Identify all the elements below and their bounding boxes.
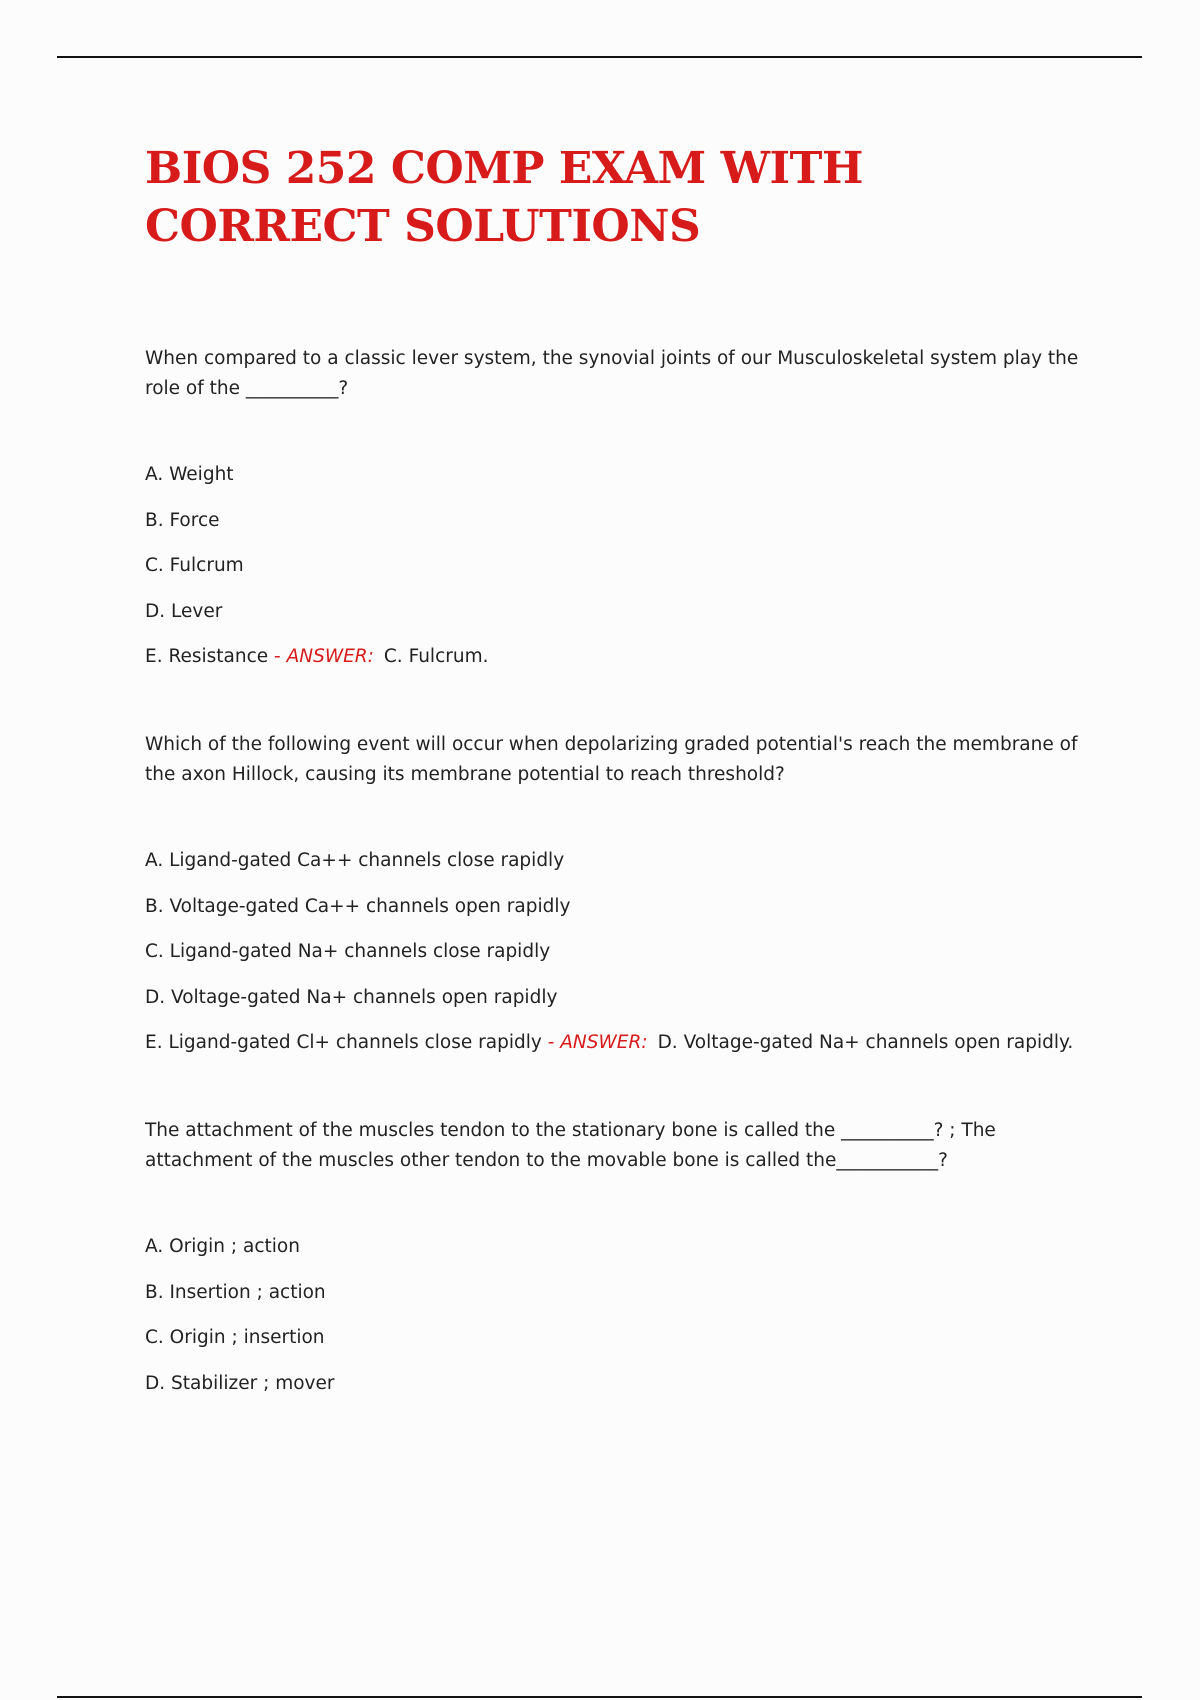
option-b: B. Force [145,509,220,531]
option-b: B. Insertion ; action [145,1281,326,1303]
question-text: The attachment of the muscles tendon to the stationary bone is called the __________? ; The attachment of the muscles other tendon to the movable bone is called the___________? [145,1120,996,1171]
option-c: C. Origin ; insertion [145,1327,325,1348]
option-e: E. Ligand-gated Cl+ channels close rapidly [145,1032,542,1053]
option-a: A. Ligand-gated Ca++ channels close rapidly [145,850,565,871]
option-b: B. Voltage-gated Ca++ channels open rapidly [145,895,571,917]
answer-text: C. Fulcrum. [383,646,489,667]
option-list [145,462,1090,670]
question-3 [145,1116,1090,1397]
question-2 [145,730,1090,1056]
header-rule [57,56,1142,58]
option-a: A. Origin ; action [145,1236,300,1257]
option-list [145,848,1090,1056]
option-e-with-answer [145,1030,1090,1056]
option-e-with-answer [145,644,1090,670]
option-c: C. Fulcrum [145,555,244,576]
answer-separator: - [541,1032,561,1053]
document-title: BIOS 252 COMP EXAM WITH CORRECT SOLUTIONS [145,143,863,252]
question-1 [145,344,1090,670]
question-text: Which of the following event will occur when depolarizing graded potential's reach the membrane of the axon Hillock, causing its membrane potential to reach threshold? [145,734,1078,785]
option-a: A. Weight [145,464,234,485]
option-e: E. Resistance [145,646,269,667]
option-d: D. Voltage-gated Na+ channels open rapidly [145,986,558,1008]
footer-rule [57,1696,1142,1698]
answer-label: ANSWER: [286,646,374,667]
answer-separator: - [268,646,287,667]
option-d: D. Stabilizer ; mover [145,1372,335,1394]
answer-text: D. Voltage-gated Na+ channels open rapidly. [657,1032,1074,1053]
option-d: D. Lever [145,600,223,622]
document-body [145,140,1090,1397]
question-text: When compared to a classic lever system, the synovial joints of our Musculoskeletal system play the role of the __________? [145,348,1079,399]
answer-label: ANSWER: [560,1032,648,1053]
option-list [145,1234,1090,1397]
option-c: C. Ligand-gated Na+ channels close rapidly [145,941,551,962]
